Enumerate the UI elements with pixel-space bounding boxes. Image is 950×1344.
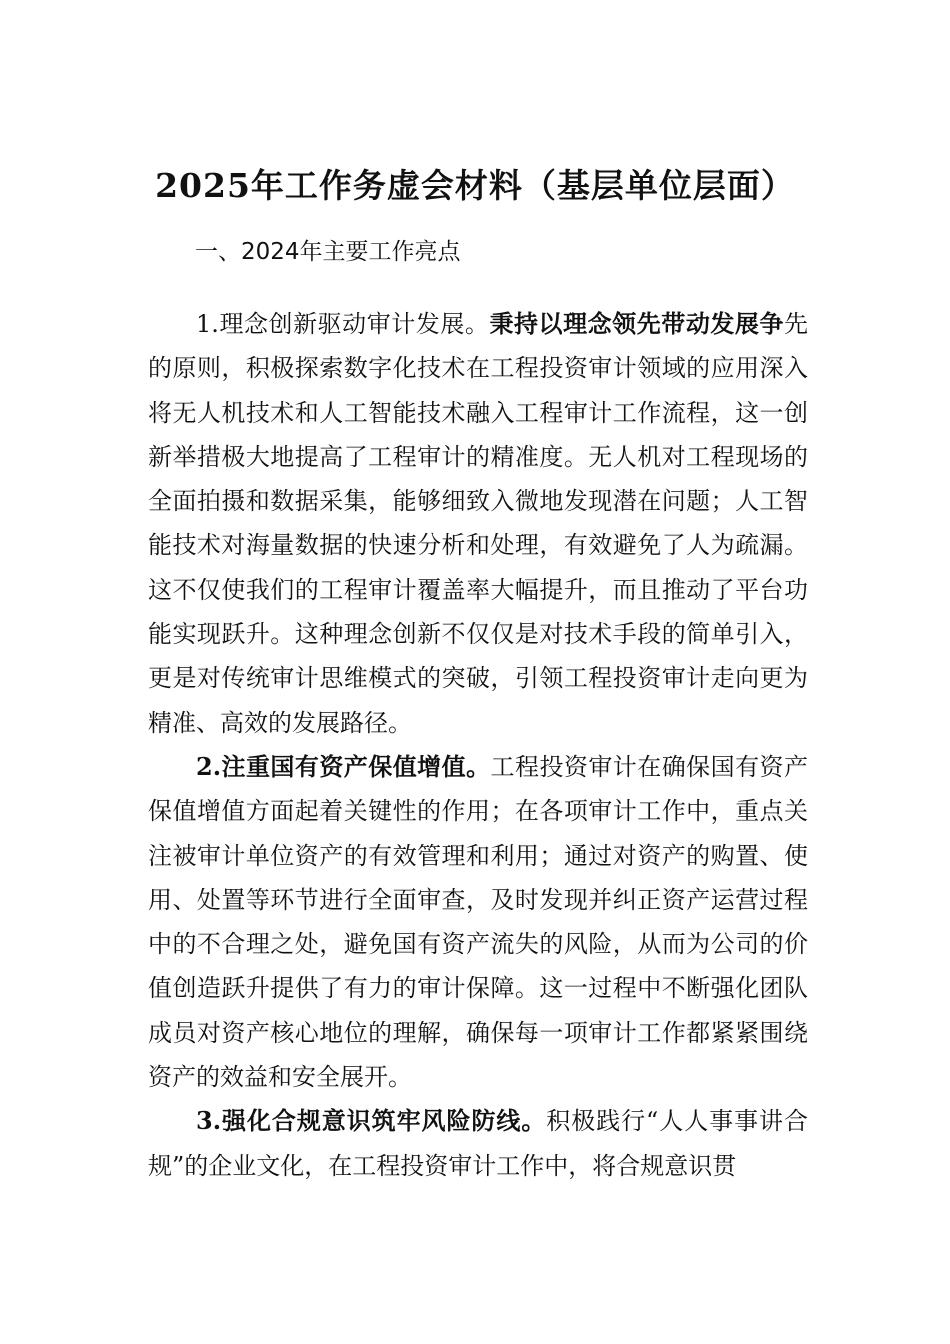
document-body (148, 302, 808, 1188)
paragraph-3-text: 积极践行“人人事事讲合规”的企业文化，在工程投资审计工作中，将合规意识贯 (148, 1107, 808, 1180)
paragraph-3 (148, 1099, 808, 1188)
paragraph-1-text: 先的原则，积极探索数字化技术在工程投资审计领域的应用深入将无人机技术和人工智能技术融入工程审计工作流程，这一创新举措极大地提高了工程审计的精准度。无人机对工程现场的全面拍摄和数据采集，能够细致入微地发现潜在问题；人工智能技术对海量数据的快速分析和处理，有效避免了人为疏漏。这不仅使我们的工程审计覆盖率大幅提升，而且推动了平台功能实现跃升。这种理念创新不仅仅是对技术手段的简单引入，更是对传统审计思维模式的突破，引领工程投资审计走向更为精准、高效的发展路径。 (148, 310, 808, 737)
paragraph-1-emphasis: 秉持以理念领先带动发展争 (489, 309, 784, 338)
paragraph-3-lead: 3.强化合规意识筑牢风险防线。 (196, 1106, 547, 1136)
paragraph-2-text: 工程投资审计在确保国有资产保值增值方面起着关键性的作用；在各项审计工作中，重点关注被审计单位资产的有效管理和利用；通过对资产的购置、使用、处置等环节进行全面审查，及时发现并纠正资产运营过程中的不合理之处，避免国有资产流失的风险，从而为公司的价值创造跃升提供了有力的审计保障。这一过程中不断强化团队成员对资产核心地位的理解，确保每一项审计工作都紧紧围绕资产的效益和安全展开。 (148, 752, 808, 1092)
page-title: 2025年工作务虚会材料（基层单位层面） (155, 166, 795, 205)
paragraph-2-lead: 2.注重国有资产保值增值。 (196, 751, 491, 781)
paragraph-2 (148, 745, 808, 1099)
paragraph-1-lead: 1.理念创新驱动审计发展。 (196, 310, 490, 338)
paragraph-1 (148, 302, 808, 745)
section-heading: 一、2024年主要工作亮点 (195, 239, 461, 265)
